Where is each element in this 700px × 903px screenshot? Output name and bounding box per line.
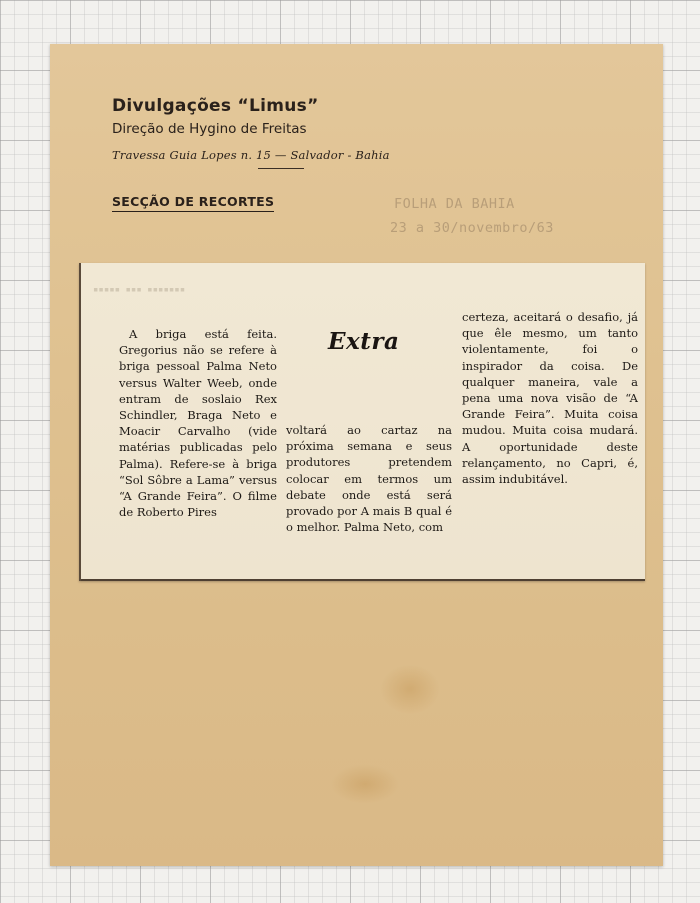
article-headline: Extra [328, 328, 400, 355]
director-line: Direção de Hygino de Freitas [112, 121, 307, 137]
agency-name: Divulgações “Limus” [112, 96, 319, 116]
article-column-1 [119, 326, 277, 520]
bleed-through-text: ▪▪▪▪▪ ▪▪▪ ▪▪▪▪▪▪▪ [93, 285, 186, 295]
section-title: SECÇÃO DE RECORTES [112, 194, 274, 212]
newspaper-stamp: FOLHA DA BAHIA [394, 196, 515, 212]
column-3-text: certeza, aceitará o desafio, já que êle mesmo, um tanto violentamente, foi o inspirador da coisa. De qualquer maneira, vale a pena uma nova visão de “A Grande Feira”. Muita coisa mudou. Muita coisa mudará. A oportunidade deste relançamento, no Capri, é, assim indubitável. [462, 310, 638, 487]
newspaper-clipping [79, 263, 645, 581]
date-stamp: 23 a 30/novembro/63 [390, 220, 554, 236]
header-rule [258, 168, 304, 169]
letterhead [112, 96, 390, 169]
address-line: Travessa Guia Lopes n. 15 — Salvador - Bahia [112, 148, 390, 162]
paper-stain [380, 664, 440, 714]
column-2-text: voltará ao cartaz na próxima semana e seus produtores pretendem colocar em termos um debate onde está será provado por A mais B qual é o melhor. Palma Neto, com [286, 423, 452, 535]
article-column-2 [286, 422, 452, 535]
clipping-bottom-edge [81, 579, 645, 581]
article-column-3 [462, 309, 638, 487]
column-1-text: A briga está feita. Gregorius não se refere à briga pessoal Palma Neto versus Walter Weeb, onde entram de soslaio Rex Schindler, Braga Neto e Moacir Carvalho (vide matérias publicadas pelo Palma). Refere-se à briga “Sol Sôbre a Lama” versus “A Grande Feira”. O filme de Roberto Pires [119, 327, 277, 520]
paper-stain [330, 764, 400, 804]
clipping-service-sheet [50, 44, 663, 866]
